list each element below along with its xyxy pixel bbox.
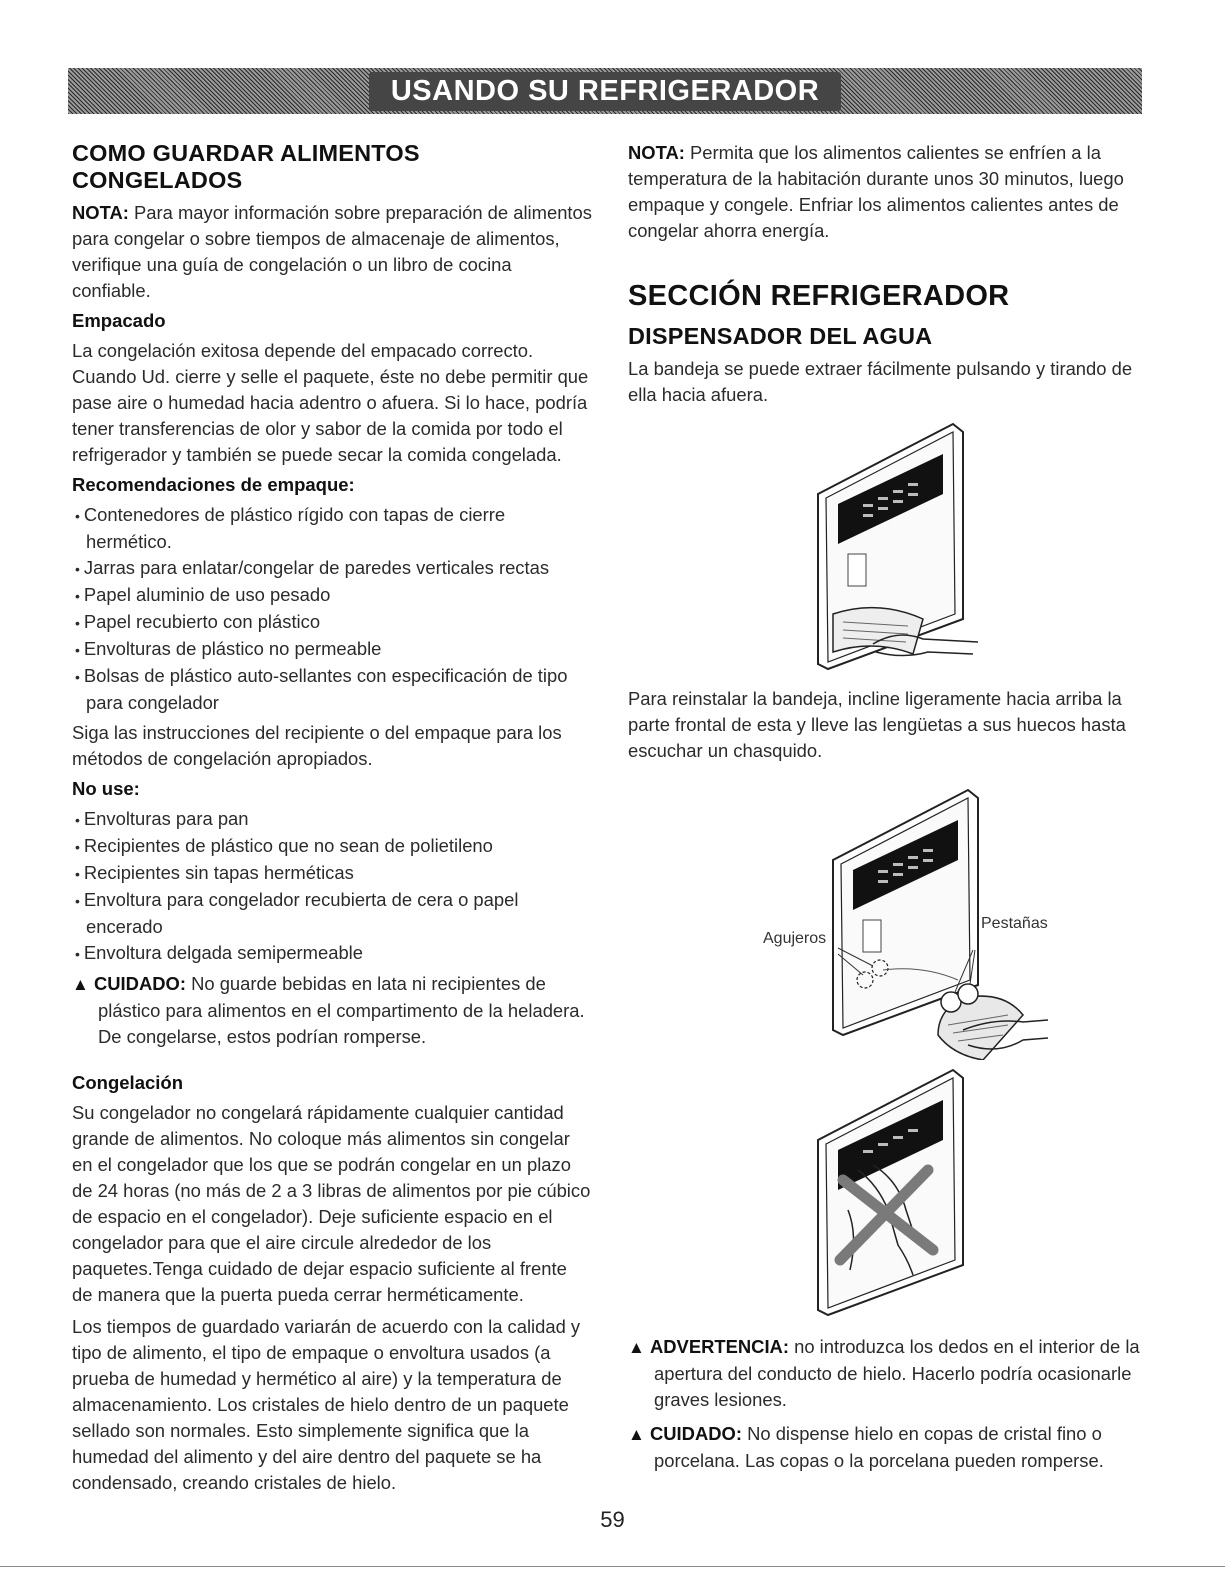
freezing-paragraph-1: Su congelador no congelará rápidamente cualquier cantidad grande de alimentos. No coloque más alimentos sin congelar en el congelador que los que se podrán congelar en un plazo de 24 horas (no más de 2 a 3 libras de alimentos por pie cúbico de espacio en el congelador). Deje suficiente espacio en el congelador para que el aire circule alrededor de los paquetes.Tenga cuidado de dejar espacio suficiente al frente de manera que la puerta pueda cerrar herméticamente. <box>72 1102 591 1305</box>
note-label: NOTA: <box>628 142 685 163</box>
note-text: Para mayor información sobre preparación de alimentos para congelar o sobre tiempos de almacenaje de alimentos, verifique una guía de congelación o un libro de cocina confiable. <box>72 202 592 301</box>
list-item: • Contenedores de plástico rígido con tapas de cierre hermético. <box>72 502 592 555</box>
freezing-paragraph-2: Los tiempos de guardado variarán de acuerdo con la calidad y tipo de alimento, el tipo de empaque o envoltura usados (a prueba de humedad y hermético al aire) y la temperatura de almacenamiento. Los cristales de hielo dentro de un paquete sellado son normales. Esto simplemente significa que la humedad del alimento y del aire dentro del paquete se ha condensado, creando cristales de hielo. <box>72 1316 581 1493</box>
section-heading: SECCIÓN REFRIGERADOR <box>628 280 1010 312</box>
recommendations-list <box>72 502 592 716</box>
list-item: • Recipientes sin tapas herméticas <box>72 860 592 887</box>
warning-text: no introduzca los dedos en el interior de la apertura del conducto de hielo. Hacerlo podría ocasionarle graves lesiones. <box>654 1336 1140 1410</box>
packaging-heading: Empacado <box>72 310 166 331</box>
bottom-divider <box>0 1566 1225 1567</box>
list-item: • Envolturas para pan <box>72 806 592 833</box>
warning-triangle-icon: ▲ <box>72 975 89 994</box>
dispenser-tray-reinstall-illustration <box>723 770 1053 1060</box>
packaging-text: La congelación exitosa depende del empacado correcto. Cuando Ud. cierre y selle el paquete, éste no debe permitir que pase aire o humedad hacia adentro o afuera. Si lo hace, podría tener transferencias de olor y sabor de la comida por todo el refrigerador y también se puede secar la comida congelada. <box>72 340 589 465</box>
warning-label: ADVERTENCIA: <box>650 1336 789 1357</box>
list-item: • Envoltura para congelador recubierta de cera o papel encerado <box>72 887 592 940</box>
note-paragraph <box>72 200 592 304</box>
do-not-use-list <box>72 806 592 967</box>
warning-triangle-icon: ▲ <box>628 1338 645 1357</box>
list-item: • Jarras para enlatar/congelar de paredes verticales rectas <box>72 555 592 582</box>
list-item: • Papel recubierto con plástico <box>72 609 592 636</box>
header-banner <box>68 68 1142 114</box>
note-text: Permita que los alimentos calientes se enfríen a la temperatura de la habitación durante unos 30 minutos, luego empaque y congele. Enfriar los alimentos calientes antes de congelar ahorra energía. <box>628 142 1124 241</box>
caution-text: No dispense hielo en copas de cristal fino o porcelana. Las copas o la porcelana pueden romperse. <box>654 1423 1104 1471</box>
follow-instructions-text: Siga las instrucciones del recipiente o del empaque para los métodos de congelación apropiados. <box>72 722 562 769</box>
tabs-label: Pestañas <box>981 915 1048 932</box>
reinstall-text: Para reinstalar la bandeja, incline ligeramente hacia arriba la parte frontal de esta y lleve las lengüetas a sus huecos hasta escuchar un chasquido. <box>628 688 1126 761</box>
tray-text: La bandeja se puede extraer fácilmente pulsando y tirando de ella hacia afuera. <box>628 358 1133 405</box>
left-column <box>72 140 592 1502</box>
right-note-paragraph <box>628 140 1148 244</box>
holes-label: Agujeros <box>763 930 827 947</box>
page-title: USANDO SU REFRIGERADOR <box>369 72 841 111</box>
list-item: • Bolsas de plástico auto-sellantes con especificación de tipo para congelador <box>72 663 592 716</box>
dispenser-tray-removal-illustration <box>788 414 988 676</box>
list-item: • Envolturas de plástico no permeable <box>72 636 592 663</box>
warning-paragraph <box>628 1334 1148 1413</box>
do-not-insert-fingers-illustration <box>788 1060 988 1322</box>
caution-text: No guarde bebidas en lata ni recipientes de plástico para alimentos en el compartimento de la heladera. De congelarse, estos podrían romperse. <box>98 973 585 1047</box>
caution-label: CUIDADO: <box>650 1423 742 1444</box>
freezing-subheading: Congelación <box>72 1072 184 1093</box>
caution-paragraph <box>628 1421 1148 1474</box>
note-label: NOTA: <box>72 202 129 223</box>
caution-label: CUIDADO: <box>94 973 186 994</box>
list-item: • Recipientes de plástico que no sean de polietileno <box>72 833 592 860</box>
list-item: • Papel aluminio de uso pesado <box>72 582 592 609</box>
do-not-use-heading: No use: <box>72 778 140 799</box>
page-number: 59 <box>600 1507 625 1532</box>
caution-paragraph <box>72 971 592 1050</box>
list-item: • Envoltura delgada semipermeable <box>72 940 592 967</box>
warning-triangle-icon: ▲ <box>628 1425 645 1444</box>
freezing-heading: COMO GUARDAR ALIMENTOS CONGELADOS <box>72 140 420 193</box>
right-column <box>628 140 1148 1482</box>
recommendations-heading: Recomendaciones de empaque: <box>72 474 355 495</box>
water-dispenser-heading: DISPENSADOR DEL AGUA <box>628 323 933 349</box>
